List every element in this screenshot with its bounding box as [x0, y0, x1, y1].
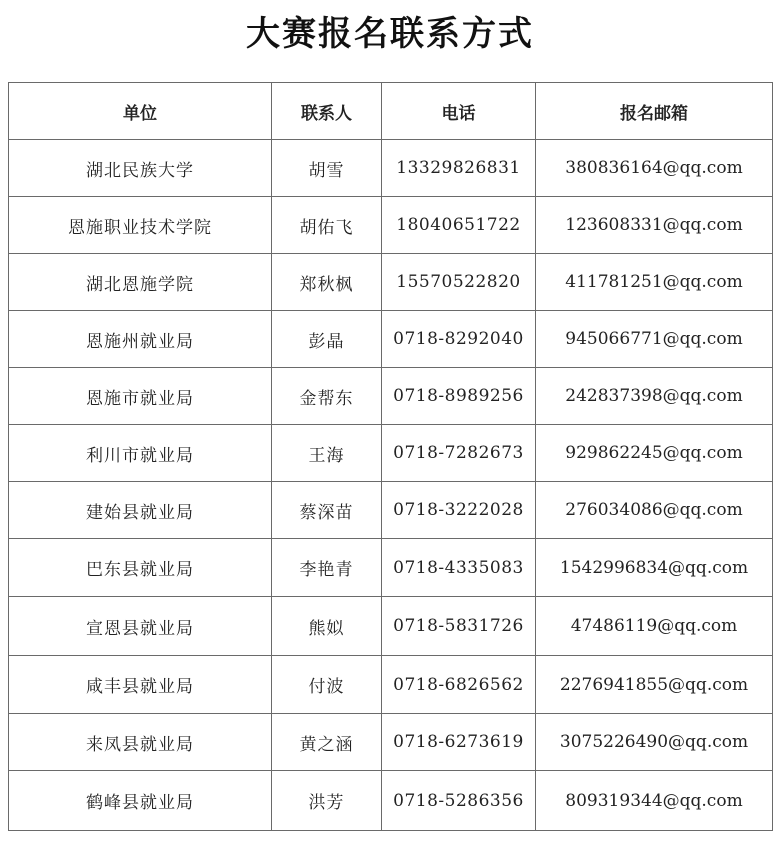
cell-phone: 0718-3222028 [382, 482, 536, 539]
cell-unit: 湖北恩施学院 [9, 254, 272, 311]
cell-unit: 恩施职业技术学院 [9, 197, 272, 254]
cell-unit: 巴东县就业局 [9, 539, 272, 597]
table-row [9, 197, 773, 254]
cell-contact: 彭晶 [272, 311, 382, 368]
cell-contact: 付波 [272, 656, 382, 714]
cell-email: 809319344@qq.com [536, 771, 773, 831]
table-row [9, 656, 773, 714]
cell-phone: 0718-6826562 [382, 656, 536, 714]
cell-contact: 蔡深苗 [272, 482, 382, 539]
header-contact: 联系人 [272, 83, 382, 140]
cell-contact: 胡雪 [272, 140, 382, 197]
cell-contact: 王海 [272, 425, 382, 482]
cell-phone: 15570522820 [382, 254, 536, 311]
table-row [9, 771, 773, 831]
table-row [9, 425, 773, 482]
table-row [9, 254, 773, 311]
table-row [9, 140, 773, 197]
cell-email: 276034086@qq.com [536, 482, 773, 539]
table-row [9, 714, 773, 771]
header-phone: 电话 [382, 83, 536, 140]
cell-contact: 洪芳 [272, 771, 382, 831]
cell-phone: 18040651722 [382, 197, 536, 254]
page-title: 大赛报名联系方式 [246, 14, 534, 54]
cell-unit: 湖北民族大学 [9, 140, 272, 197]
cell-contact: 黄之涵 [272, 714, 382, 771]
cell-unit: 建始县就业局 [9, 482, 272, 539]
cell-email: 929862245@qq.com [536, 425, 773, 482]
header-unit: 单位 [9, 83, 272, 140]
cell-unit: 恩施市就业局 [9, 368, 272, 425]
table-header-row [9, 83, 773, 140]
cell-contact: 金帮东 [272, 368, 382, 425]
cell-contact: 熊姒 [272, 597, 382, 656]
table-row [9, 482, 773, 539]
cell-unit: 来凤县就业局 [9, 714, 272, 771]
table-row [9, 368, 773, 425]
cell-unit: 咸丰县就业局 [9, 656, 272, 714]
header-email: 报名邮箱 [536, 83, 773, 140]
cell-email: 2276941855@qq.com [536, 656, 773, 714]
cell-phone: 0718-4335083 [382, 539, 536, 597]
cell-email: 47486119@qq.com [536, 597, 773, 656]
cell-phone: 0718-8989256 [382, 368, 536, 425]
cell-phone: 0718-6273619 [382, 714, 536, 771]
table-row [9, 597, 773, 656]
table-row [9, 311, 773, 368]
cell-email: 123608331@qq.com [536, 197, 773, 254]
cell-contact: 胡佑飞 [272, 197, 382, 254]
cell-email: 1542996834@qq.com [536, 539, 773, 597]
cell-phone: 0718-5286356 [382, 771, 536, 831]
cell-email: 3075226490@qq.com [536, 714, 773, 771]
cell-unit: 鹤峰县就业局 [9, 771, 272, 831]
cell-phone: 0718-7282673 [382, 425, 536, 482]
contact-table [8, 82, 773, 831]
cell-phone: 0718-8292040 [382, 311, 536, 368]
cell-unit: 恩施州就业局 [9, 311, 272, 368]
cell-email: 242837398@qq.com [536, 368, 773, 425]
cell-email: 945066771@qq.com [536, 311, 773, 368]
cell-phone: 0718-5831726 [382, 597, 536, 656]
cell-phone: 13329826831 [382, 140, 536, 197]
cell-email: 380836164@qq.com [536, 140, 773, 197]
cell-email: 411781251@qq.com [536, 254, 773, 311]
cell-contact: 郑秋枫 [272, 254, 382, 311]
cell-unit: 宣恩县就业局 [9, 597, 272, 656]
cell-contact: 李艳青 [272, 539, 382, 597]
cell-unit: 利川市就业局 [9, 425, 272, 482]
table-row [9, 539, 773, 597]
